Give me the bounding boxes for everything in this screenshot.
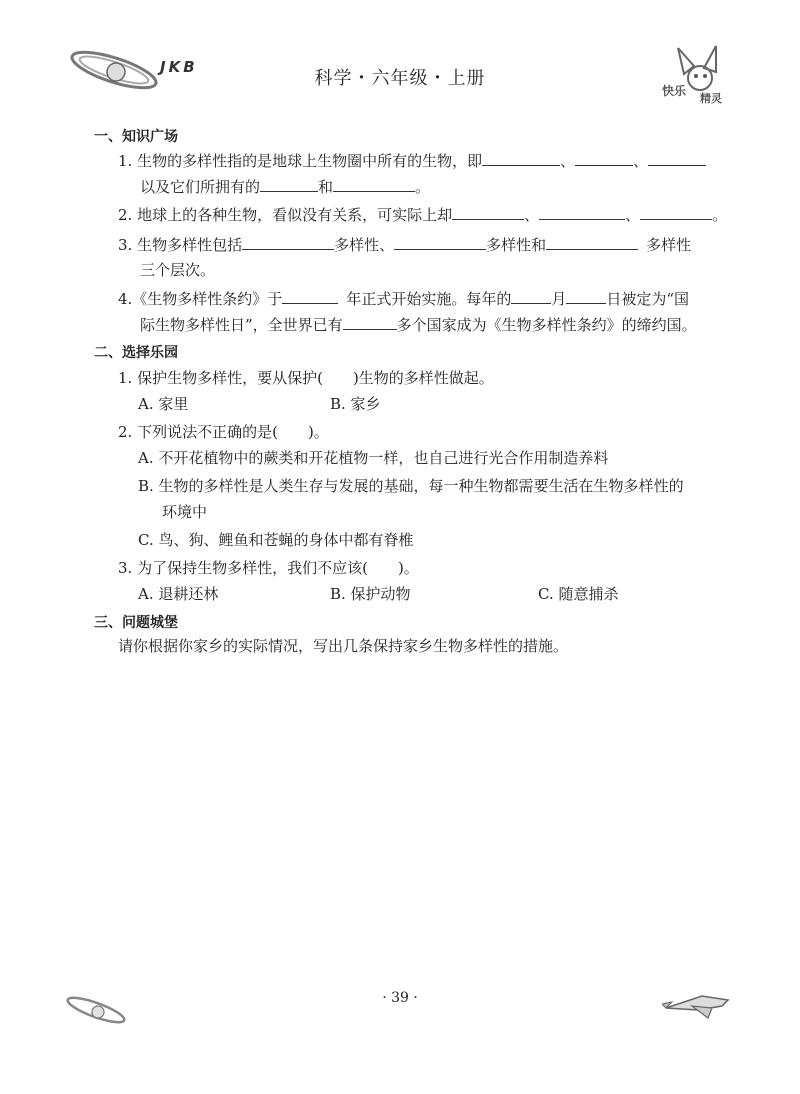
question-text: 。 [712, 206, 728, 224]
question-text: )。 [397, 559, 419, 577]
option-2-3-a[interactable]: A. 退耕还林 [138, 585, 219, 603]
brand-logo-text: JKB [160, 58, 198, 76]
question-text: )生物的多样性做起。 [352, 369, 494, 387]
question-text: 年正式开始实施。每年的 [346, 290, 512, 308]
question-text: 多样性、 [334, 236, 395, 254]
answer-blank[interactable] [282, 288, 338, 304]
separator: 、 [560, 152, 576, 170]
question-text: 月 [551, 290, 567, 308]
answer-blank[interactable] [452, 204, 524, 220]
question-text: 1. 保护生物多样性，要从保护( [118, 369, 323, 387]
section-title-choice: 二、选择乐园 [94, 345, 178, 361]
space-shuttle-decoration [662, 986, 734, 1022]
page-title: 科学・六年级・上册 [314, 68, 486, 89]
section-title-knowledge: 一、知识广场 [94, 129, 178, 145]
question-1-1-line2 [140, 176, 430, 197]
question-1-1-line1 [118, 150, 706, 171]
answer-blank[interactable] [566, 288, 606, 304]
question-text: 多个国家成为《生物多样性条约》的缔约国。 [396, 316, 697, 334]
question-3-prompt: 请你根据你家乡的实际情况，写出几条保持家乡生物多样性的措施。 [118, 637, 569, 655]
answer-blank[interactable] [343, 314, 397, 330]
question-text: 2. 下列说法不正确的是( [118, 423, 278, 441]
question-text: 3. 为了保持生物多样性，我们不应该( [118, 559, 368, 577]
option-2-3-b[interactable]: B. 保护动物 [330, 585, 411, 603]
question-2-3 [118, 558, 419, 578]
question-text: 际生物多样性日”，全世界已有 [140, 316, 343, 334]
question-text: 多样性和 [486, 236, 547, 254]
answer-blank[interactable] [333, 176, 415, 192]
question-1-2 [118, 204, 727, 225]
option-2-3-c[interactable]: C. 随意捕杀 [538, 585, 619, 603]
question-text: 3. 生物多样性包括 [118, 236, 243, 254]
page-number: · 39 · [382, 990, 418, 1006]
badge-text-bottom: 精灵 [700, 92, 722, 105]
answer-blank[interactable] [394, 234, 486, 250]
question-1-4-line1 [118, 288, 689, 309]
answer-blank[interactable] [648, 150, 706, 166]
answer-blank[interactable] [511, 288, 551, 304]
option-2-1-a[interactable]: A. 家里 [138, 395, 189, 413]
section-title-problem: 三、问题城堡 [94, 615, 178, 631]
option-2-1-b[interactable]: B. 家乡 [330, 395, 381, 413]
question-text: 日被定为“国 [606, 290, 690, 308]
question-text: 2. 地球上的各种生物，看似没有关系，可实际上却 [118, 206, 453, 224]
separator: 、 [524, 206, 540, 224]
question-text: 和 [318, 178, 334, 196]
badge-text-top: 快乐 [662, 84, 687, 98]
question-text: 多样性 [646, 236, 692, 254]
question-1-3-line2: 三个层次。 [140, 261, 216, 279]
answer-blank[interactable] [539, 204, 625, 220]
answer-blank[interactable] [575, 150, 633, 166]
question-1-3-line1 [118, 234, 691, 255]
answer-blank[interactable] [242, 234, 334, 250]
separator: 、 [625, 206, 641, 224]
question-text: 1. 生物的多样性指的是地球上生物圈中所有的生物，即 [118, 152, 483, 170]
separator: 、 [633, 152, 649, 170]
question-text: 4.《生物多样性条约》于 [118, 290, 283, 308]
question-2-2 [118, 422, 329, 442]
answer-blank[interactable] [260, 176, 318, 192]
question-text: 。 [415, 178, 431, 196]
question-1-4-line2 [140, 314, 697, 335]
question-text: 以及它们所拥有的 [140, 178, 261, 196]
option-2-2-b-line2: 环境中 [162, 503, 208, 521]
sprite-mascot-logo [654, 44, 738, 110]
option-2-2-c[interactable]: C. 鸟、狗、鲤鱼和苍蝇的身体中都有脊椎 [138, 531, 414, 549]
question-text: )。 [307, 423, 329, 441]
answer-blank[interactable] [482, 150, 560, 166]
question-2-1 [118, 368, 494, 388]
answer-blank[interactable] [640, 204, 712, 220]
option-2-2-b-line1[interactable]: B. 生物的多样性是人类生存与发展的基础，每一种生物都需要生活在生物多样性的 [138, 477, 684, 495]
answer-blank[interactable] [546, 234, 638, 250]
option-2-2-a[interactable]: A. 不开花植物中的蕨类和开花植物一样，也自己进行光合作用制造养料 [138, 449, 609, 467]
